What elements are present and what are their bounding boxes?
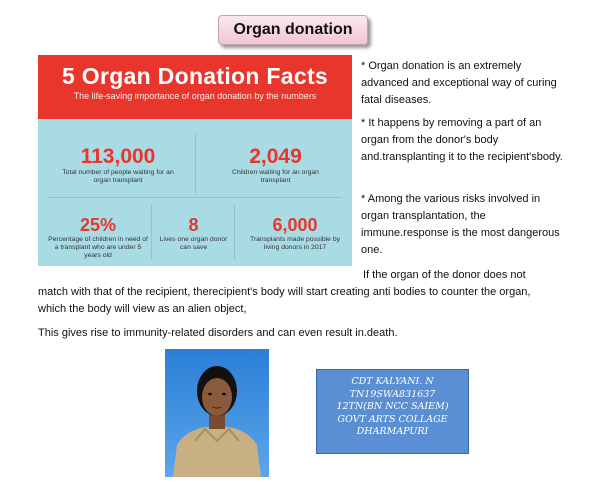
stat-value: 2,049 (249, 145, 302, 168)
stat-value: 113,000 (80, 145, 156, 168)
paragraph: * It happens by removing a part of an organ from the donor's body and.transplanting it to the recipient'sbody. (361, 117, 563, 163)
paragraph: This gives rise to immunity-related disorders and can even result in.death. (38, 327, 398, 339)
stat-description: Total number of people waiting for an organ transplant (62, 169, 174, 184)
paragraph: which the body will view as an alien object, (38, 303, 247, 315)
stat-block (46, 215, 150, 260)
portrait-image (165, 349, 269, 477)
organ-donation-infographic (38, 55, 352, 266)
divider (48, 197, 342, 198)
stat-value: 6,000 (272, 215, 318, 235)
infographic-heading: 5 Organ Donation Facts (61, 63, 329, 89)
paragraph: match with that of the recipient, therecipient's body will start creating anti bodies to counter the organ, (38, 286, 531, 298)
paragraph: * Among the various risks involved in organ transplantation, the immune.response is the most dangerous one. (361, 193, 560, 256)
card-line: DHARMAPURI (356, 426, 429, 437)
stat-value: 25% (79, 215, 117, 235)
divider (195, 133, 196, 195)
paragraph: If the organ of the donor does not (363, 269, 526, 281)
divider (234, 205, 235, 260)
paragraph: * Organ donation is an extremely advanced and exceptional way of curing fatal diseases. (361, 60, 557, 106)
divider (151, 205, 152, 260)
cadet-photo (165, 349, 269, 477)
stat-block (58, 145, 178, 185)
card-line: TN19SWA831637 (349, 388, 436, 400)
cadet-id-card (316, 369, 469, 454)
card-line: 12TN(BN NCC SAIEM) (336, 401, 449, 412)
card-line: CDT KALYANI. N (351, 376, 434, 387)
stat-description: Lives one organ donor can save (159, 236, 228, 251)
stat-description: Percentage of children in need of a transplant who are under 5 years old (48, 236, 148, 259)
stat-block (243, 215, 347, 252)
card-line: GOVT ARTS COLLAGE (337, 413, 448, 425)
page-title: Organ donation (218, 15, 368, 45)
stat-description: Transplants made possible by living donors in 2017 (249, 236, 341, 251)
infographic-header (38, 55, 352, 119)
stat-block (218, 145, 333, 185)
stat-description: Children waiting for an organ transplant (232, 169, 319, 184)
stat-value: 8 (188, 215, 199, 235)
infographic-subheading: The life-saving importance of organ donation by the numbers (73, 91, 317, 101)
stat-block (157, 215, 230, 252)
